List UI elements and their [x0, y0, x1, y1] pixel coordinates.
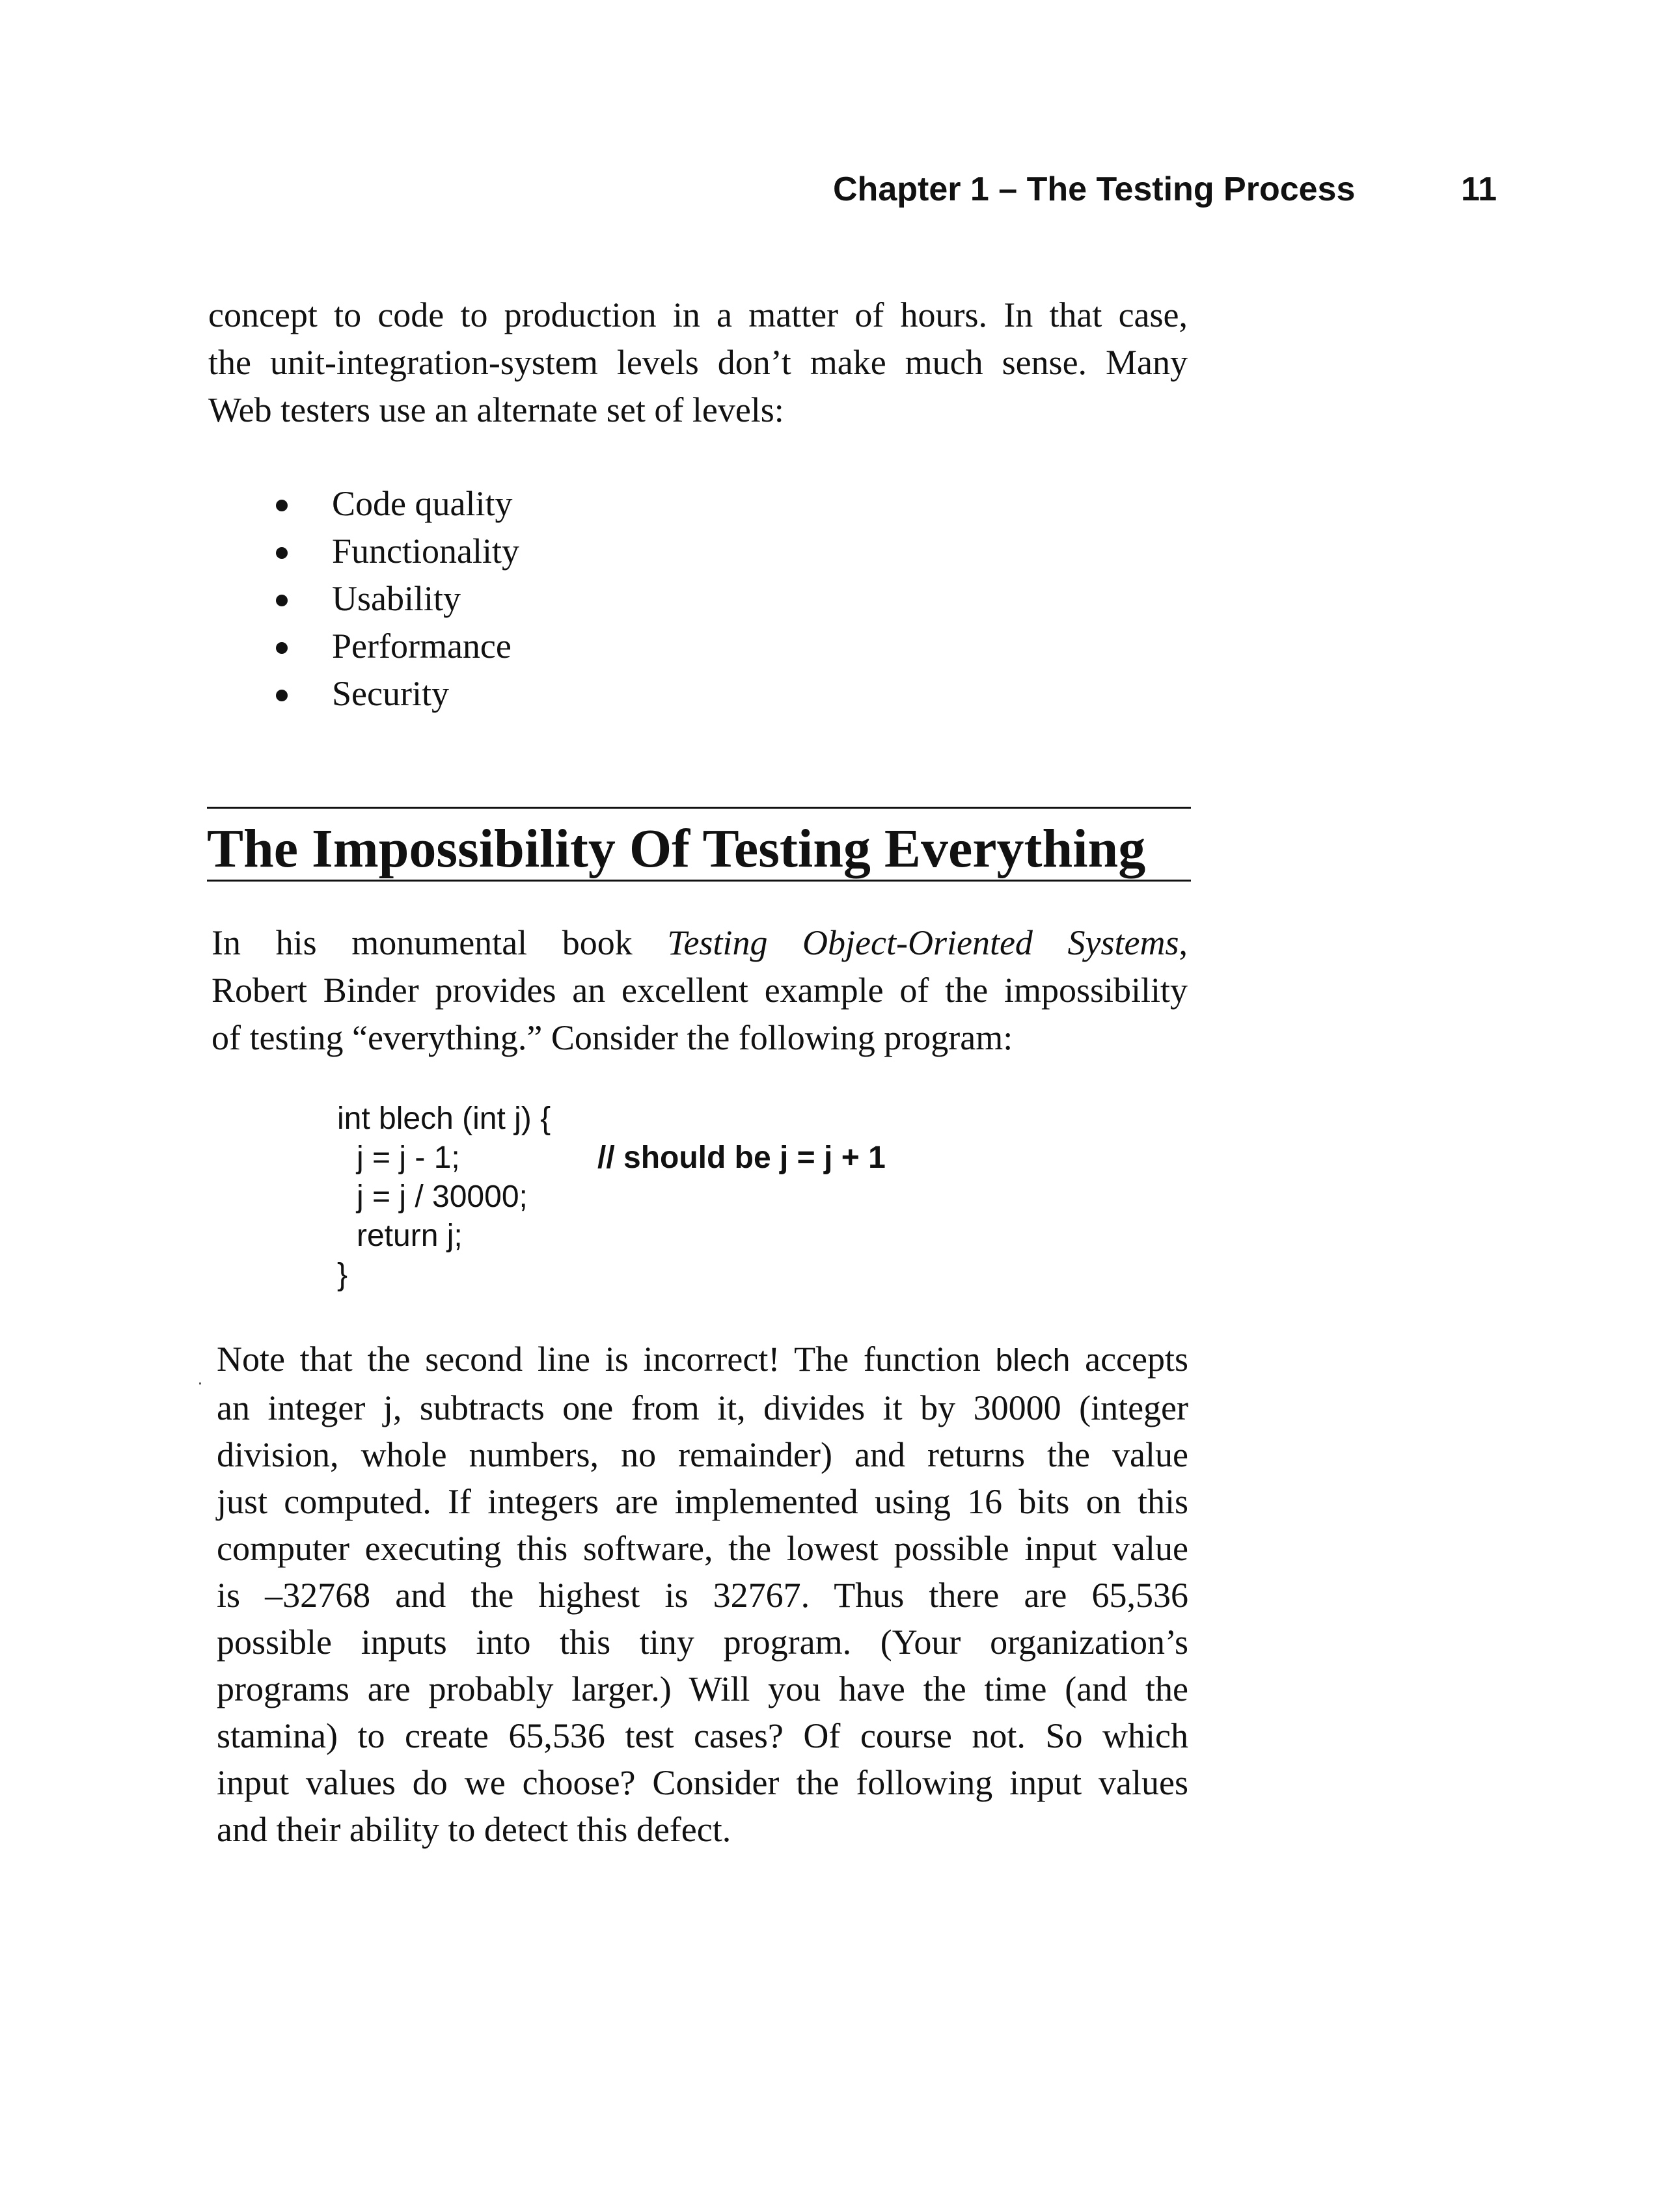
paragraph-line: [217, 1336, 1188, 1384]
paragraph-line: concept to code to production in a matter of hours. In that case,: [208, 295, 1188, 334]
margin-mark: [199, 1382, 201, 1384]
paragraph-line: possible inputs into this tiny program. (Your organization’s: [217, 1623, 1188, 1662]
bullet-icon: [276, 642, 288, 654]
section-heading: The Impossibility Of Testing Everything: [207, 818, 1146, 879]
analysis-paragraph: [217, 1336, 1188, 1853]
paragraph-line: Robert Binder provides an excellent example of the impossibility: [212, 971, 1188, 1010]
code-listing: [337, 1099, 886, 1295]
binder-paragraph: [212, 919, 1188, 1062]
bullet-icon: [276, 500, 288, 511]
list-item-label: Functionality: [332, 532, 519, 571]
list-item-label: Usability: [332, 579, 461, 618]
list-item: [267, 670, 519, 718]
testing-levels-list: [267, 480, 519, 718]
code-line: [337, 1139, 886, 1178]
list-item: [267, 528, 519, 575]
list-item: [267, 575, 519, 623]
list-item-label: Security: [332, 674, 449, 713]
bullet-icon: [276, 547, 288, 559]
paragraph-line: programs are probably larger.) Will you have the time (and the: [217, 1669, 1188, 1708]
text-run: ,: [1179, 923, 1188, 962]
paragraph-line: Web testers use an alternate set of levels:: [208, 390, 784, 429]
paragraph-line: is –32768 and the highest is 32767. Thus there are 65,536: [217, 1576, 1188, 1615]
page-number: 11: [1461, 170, 1497, 208]
code-line: return j;: [357, 1219, 463, 1253]
text-run: accepts: [1070, 1340, 1188, 1379]
heading-rule-bottom: [207, 880, 1191, 882]
paragraph-line: computer executing this software, the lowest possible input value: [217, 1529, 1188, 1568]
paragraph-line: division, whole numbers, no remainder) and returns the value: [217, 1435, 1188, 1474]
paragraph-line: and their ability to detect this defect.: [217, 1810, 731, 1849]
bullet-icon: [276, 690, 288, 701]
list-item-label: Performance: [332, 627, 512, 666]
code-line: int blech (int j) {: [337, 1101, 551, 1136]
paragraph-line: [212, 919, 1188, 967]
list-item: [267, 480, 519, 528]
code-comment: // should be j = j + 1: [597, 1140, 886, 1175]
bullet-icon: [276, 595, 288, 606]
paragraph-line: just computed. If integers are implemented using 16 bits on this: [217, 1482, 1188, 1521]
list-item-label: Code quality: [332, 484, 513, 523]
book-title: Testing Object-Oriented Systems: [667, 923, 1179, 962]
code-line: j = j / 30000;: [357, 1180, 528, 1214]
text-run: Note that the second line is incorrect! The function: [217, 1340, 996, 1379]
list-item: [267, 623, 519, 670]
intro-paragraph: [208, 291, 1188, 434]
function-name: blech: [995, 1343, 1071, 1378]
paragraph-line: an integer j, subtracts one from it, divides it by 30000 (integer: [217, 1388, 1188, 1427]
paragraph-line: input values do we choose? Consider the following input values: [217, 1763, 1188, 1802]
paragraph-line: stamina) to create 65,536 test cases? Of course not. So which: [217, 1716, 1188, 1755]
code-text: j = j - 1;: [357, 1140, 460, 1175]
running-header: [833, 160, 1497, 219]
paragraph-line: of testing “everything.” Consider the following program:: [212, 1018, 1013, 1057]
heading-rule-top: [207, 807, 1191, 809]
chapter-title: Chapter 1 – The Testing Process: [833, 170, 1356, 208]
paragraph-line: the unit-integration-system levels don’t make much sense. Many: [208, 343, 1188, 382]
code-line: }: [337, 1258, 348, 1292]
text-run: In his monumental book: [212, 923, 668, 962]
